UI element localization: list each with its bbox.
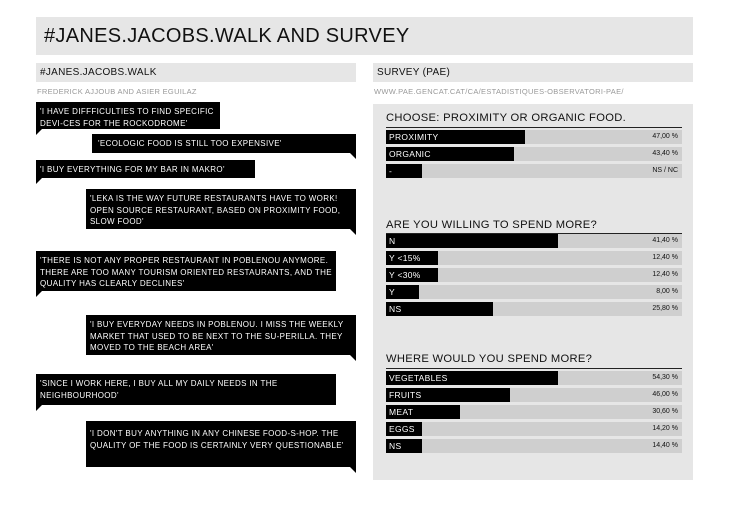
bar-row	[386, 302, 682, 316]
bar-label: NS	[389, 304, 402, 314]
bar-label: Y <30%	[389, 270, 421, 280]
quote-bubble: 'I HAVE DIFFFICULTIES TO FIND SPECIFIC DEVI-CES FOR THE ROCKODROME'	[36, 102, 220, 129]
bar-value: 47,00 %	[652, 133, 678, 140]
quote-bubble: 'ECOLOGIC FOOD IS STILL TOO EXPENSIVE'	[92, 134, 356, 153]
bar-value: 30,60 %	[652, 408, 678, 415]
survey-heading: SURVEY (PAE)	[373, 63, 693, 82]
walk-authors: FREDERICK AJJOUB AND ASIER EGUILAZ	[37, 87, 197, 96]
bar-row	[386, 422, 682, 436]
bar-value: 46,00 %	[652, 391, 678, 398]
bar-row	[386, 147, 682, 161]
quote-bubble: 'I DON'T BUY ANYTHING IN ANY CHINESE FOOD-S-HOP. THE QUALITY OF THE FOOD IS CERTAINLY VERY QUESTIONABLE'	[86, 421, 356, 467]
bar-fill	[386, 234, 558, 248]
bar-value: NS / NC	[652, 167, 678, 174]
bar-row	[386, 388, 682, 402]
bar-label: PROXIMITY	[389, 132, 439, 142]
quote-bubble: 'I BUY EVERYTHING FOR MY BAR IN MAKRO'	[36, 160, 255, 178]
bar-row	[386, 405, 682, 419]
bar-label: N	[389, 236, 396, 246]
bar-label: EGGS	[389, 424, 415, 434]
quote-bubble: 'THERE IS NOT ANY PROPER RESTAURANT IN POBLENOU ANYMORE. THERE ARE TOO MANY TOURISM ORIENTED RESTAURANTS, AND THE QUALITY HAS CLEARLY DECLINES'	[36, 251, 336, 291]
survey-url[interactable]: WWW.PAE.GENCAT.CAT/CA/ESTADISTIQUES-OBSERVATORI-PAE/	[374, 87, 624, 96]
bar-value: 14,40 %	[652, 442, 678, 449]
bar-row	[386, 164, 682, 178]
bar-row	[386, 268, 682, 282]
bar-row	[386, 371, 682, 385]
bar-value: 43,40 %	[652, 150, 678, 157]
bar-value: 14,20 %	[652, 425, 678, 432]
bar-value: 54,30 %	[652, 374, 678, 381]
bar-row	[386, 234, 682, 248]
question-divider	[386, 127, 682, 128]
bar-value: 12,40 %	[652, 254, 678, 261]
quote-bubble: 'I BUY EVERYDAY NEEDS IN POBLENOU. I MISS THE WEEKLY MARKET THAT USED TO BE NEXT TO THE SU-PERILLA. THEY MOVED TO THE BEACH AREA'	[86, 315, 356, 355]
bar-label: MEAT	[389, 407, 414, 417]
bar-value: 41,40 %	[652, 237, 678, 244]
bar-value: 12,40 %	[652, 271, 678, 278]
page-title: #JANES.JACOBS.WALK AND SURVEY	[36, 17, 693, 55]
quote-bubble: 'LEKA IS THE WAY FUTURE RESTAURANTS HAVE TO WORK! OPEN SOURCE RESTAURANT, BASED ON PROXIMITY FOOD, SLOW FOOD'	[86, 189, 356, 229]
bar-label: FRUITS	[389, 390, 422, 400]
bar-row	[386, 285, 682, 299]
question-divider	[386, 368, 682, 369]
bar-row	[386, 439, 682, 453]
survey-question-title: CHOOSE: PROXIMITY OR ORGANIC FOOD.	[386, 112, 626, 124]
bar-label: -	[389, 166, 393, 176]
survey-question-title: WHERE WOULD YOU SPEND MORE?	[386, 353, 593, 365]
bar-row	[386, 251, 682, 265]
survey-panel	[373, 104, 693, 480]
bar-label: ORGANIC	[389, 149, 431, 159]
bar-label: Y <15%	[389, 253, 421, 263]
bar-value: 25,80 %	[652, 305, 678, 312]
bar-row	[386, 130, 682, 144]
bar-value: 8,00 %	[656, 288, 678, 295]
quote-bubble: 'SINCE I WORK HERE, I BUY ALL MY DAILY NEEDS IN THE NEIGHBOURHOOD'	[36, 374, 336, 405]
bar-fill	[386, 302, 493, 316]
bar-label: VEGETABLES	[389, 373, 448, 383]
bar-label: NS	[389, 441, 402, 451]
walk-heading: #JANES.JACOBS.WALK	[36, 63, 356, 82]
bar-label: Y	[389, 287, 395, 297]
survey-question-title: ARE YOU WILLING TO SPEND MORE?	[386, 219, 598, 231]
